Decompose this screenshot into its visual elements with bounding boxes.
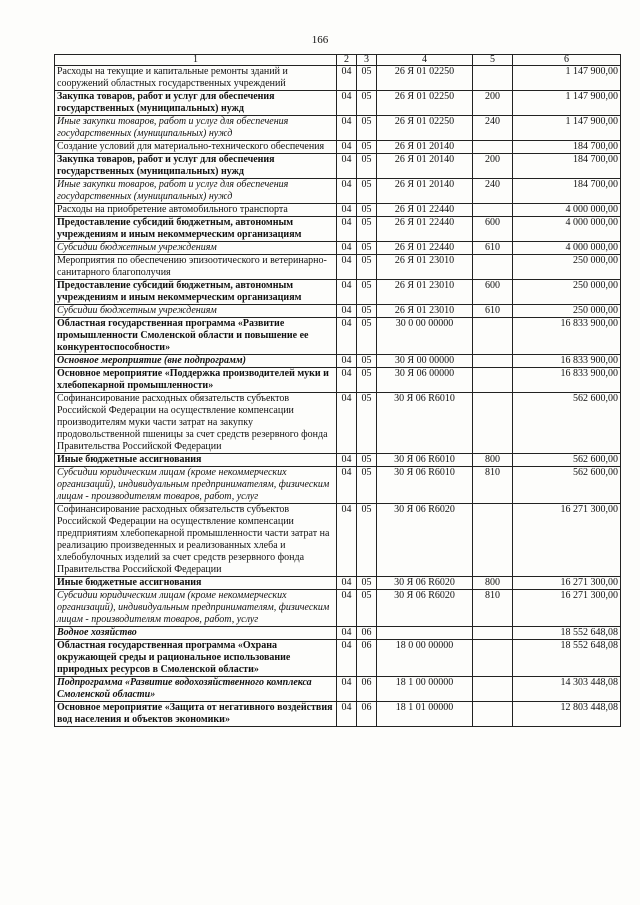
row-target-code: 18 1 01 00000 — [377, 702, 473, 727]
row-section-code: 04 — [337, 305, 357, 318]
row-section-code: 04 — [337, 504, 357, 577]
row-amount: 16 271 300,00 — [513, 577, 621, 590]
table-row — [55, 627, 621, 640]
row-name: Водное хозяйство — [55, 627, 337, 640]
column-header: 6 — [513, 55, 621, 66]
row-section-code: 04 — [337, 454, 357, 467]
row-subsection-code: 05 — [357, 242, 377, 255]
row-expense-type — [473, 355, 513, 368]
row-amount: 184 700,00 — [513, 154, 621, 179]
column-header: 2 — [337, 55, 357, 66]
row-expense-type — [473, 204, 513, 217]
row-target-code: 18 1 00 00000 — [377, 677, 473, 702]
row-expense-type: 810 — [473, 590, 513, 627]
row-target-code: 26 Я 01 02250 — [377, 116, 473, 141]
row-name: Расходы на текущие и капитальные ремонты зданий и сооружений областных государственных учреждений — [55, 66, 337, 91]
row-expense-type — [473, 318, 513, 355]
row-section-code: 04 — [337, 204, 357, 217]
table-row — [55, 677, 621, 702]
row-expense-type: 600 — [473, 280, 513, 305]
row-amount: 250 000,00 — [513, 255, 621, 280]
row-subsection-code: 05 — [357, 255, 377, 280]
row-subsection-code: 05 — [357, 217, 377, 242]
row-name: Закупка товаров, работ и услуг для обеспечения государственных (муниципальных) нужд — [55, 91, 337, 116]
row-subsection-code: 06 — [357, 640, 377, 677]
row-expense-type: 810 — [473, 467, 513, 504]
row-subsection-code: 05 — [357, 590, 377, 627]
row-amount: 12 803 448,08 — [513, 702, 621, 727]
row-amount: 250 000,00 — [513, 280, 621, 305]
table-row — [55, 280, 621, 305]
row-name: Субсидии бюджетным учреждениям — [55, 242, 337, 255]
row-section-code: 04 — [337, 66, 357, 91]
row-target-code: 30 Я 06 R6020 — [377, 590, 473, 627]
row-section-code: 04 — [337, 116, 357, 141]
row-subsection-code: 05 — [357, 66, 377, 91]
row-expense-type — [473, 141, 513, 154]
row-expense-type: 240 — [473, 179, 513, 204]
row-section-code: 04 — [337, 393, 357, 454]
row-target-code: 30 Я 06 R6010 — [377, 454, 473, 467]
row-name: Основное мероприятие «Защита от негативного воздействия вод населения и объектов экономики» — [55, 702, 337, 727]
table-row — [55, 116, 621, 141]
row-amount: 1 147 900,00 — [513, 91, 621, 116]
row-amount: 250 000,00 — [513, 305, 621, 318]
budget-table — [54, 54, 621, 727]
row-target-code: 26 Я 01 02250 — [377, 66, 473, 91]
row-expense-type — [473, 677, 513, 702]
row-amount: 4 000 000,00 — [513, 204, 621, 217]
table-row — [55, 467, 621, 504]
row-name: Иные закупки товаров, работ и услуг для обеспечения государственных (муниципальных) нужд — [55, 179, 337, 204]
row-section-code: 04 — [337, 242, 357, 255]
row-name: Создание условий для материально-технического обеспечения — [55, 141, 337, 154]
table-row — [55, 66, 621, 91]
table-row — [55, 179, 621, 204]
table-row — [55, 355, 621, 368]
table-row — [55, 454, 621, 467]
row-expense-type: 800 — [473, 454, 513, 467]
row-subsection-code: 05 — [357, 280, 377, 305]
row-name: Областная государственная программа «Охрана окружающей среды и рациональное использование природных ресурсов в Смоленской области» — [55, 640, 337, 677]
table-row — [55, 154, 621, 179]
row-name: Основное мероприятие «Поддержка производителей муки и хлебопекарной промышленности» — [55, 368, 337, 393]
row-expense-type — [473, 368, 513, 393]
row-subsection-code: 06 — [357, 702, 377, 727]
row-amount: 16 833 900,00 — [513, 318, 621, 355]
row-target-code: 30 Я 06 R6020 — [377, 504, 473, 577]
row-target-code: 30 Я 00 00000 — [377, 355, 473, 368]
table-row — [55, 368, 621, 393]
row-name: Подпрограмма «Развитие водохозяйственного комплекса Смоленской области» — [55, 677, 337, 702]
row-subsection-code: 05 — [357, 355, 377, 368]
row-subsection-code: 05 — [357, 179, 377, 204]
row-name: Субсидии юридическим лицам (кроме некоммерческих организаций), индивидуальным предпринимателям, физическим лицам - производителям товаров, работ, услуг — [55, 590, 337, 627]
row-target-code: 30 Я 06 R6020 — [377, 577, 473, 590]
row-section-code: 04 — [337, 179, 357, 204]
row-section-code: 04 — [337, 141, 357, 154]
row-subsection-code: 05 — [357, 204, 377, 217]
row-subsection-code: 05 — [357, 318, 377, 355]
row-name: Субсидии бюджетным учреждениям — [55, 305, 337, 318]
row-amount: 14 303 448,08 — [513, 677, 621, 702]
table-row — [55, 204, 621, 217]
row-subsection-code: 05 — [357, 577, 377, 590]
row-section-code: 04 — [337, 627, 357, 640]
row-amount: 4 000 000,00 — [513, 217, 621, 242]
table-row — [55, 640, 621, 677]
row-expense-type: 610 — [473, 242, 513, 255]
row-subsection-code: 06 — [357, 627, 377, 640]
table-row — [55, 393, 621, 454]
column-header: 1 — [55, 55, 337, 66]
row-amount: 184 700,00 — [513, 179, 621, 204]
row-expense-type: 800 — [473, 577, 513, 590]
row-section-code: 04 — [337, 355, 357, 368]
row-target-code: 26 Я 01 20140 — [377, 141, 473, 154]
table-row — [55, 242, 621, 255]
row-expense-type — [473, 393, 513, 454]
row-amount: 16 833 900,00 — [513, 355, 621, 368]
row-target-code: 30 Я 06 00000 — [377, 368, 473, 393]
row-section-code: 04 — [337, 280, 357, 305]
row-name: Иные бюджетные ассигнования — [55, 577, 337, 590]
row-section-code: 04 — [337, 318, 357, 355]
row-section-code: 04 — [337, 91, 357, 116]
row-section-code: 04 — [337, 368, 357, 393]
table-row — [55, 702, 621, 727]
row-target-code: 26 Я 01 20140 — [377, 179, 473, 204]
row-target-code: 26 Я 01 20140 — [377, 154, 473, 179]
row-amount: 562 600,00 — [513, 467, 621, 504]
row-name: Иные закупки товаров, работ и услуг для обеспечения государственных (муниципальных) нужд — [55, 116, 337, 141]
row-amount: 1 147 900,00 — [513, 116, 621, 141]
column-header: 5 — [473, 55, 513, 66]
row-amount: 4 000 000,00 — [513, 242, 621, 255]
table-header-row — [55, 55, 621, 66]
row-expense-type — [473, 255, 513, 280]
row-target-code: 26 Я 01 22440 — [377, 242, 473, 255]
row-name: Предоставление субсидий бюджетным, автономным учреждениям и иным некоммерческим организациям — [55, 217, 337, 242]
row-target-code: 26 Я 01 23010 — [377, 305, 473, 318]
row-section-code: 04 — [337, 590, 357, 627]
table-row — [55, 590, 621, 627]
row-subsection-code: 05 — [357, 504, 377, 577]
row-expense-type — [473, 627, 513, 640]
table-row — [55, 255, 621, 280]
table-row — [55, 504, 621, 577]
row-amount: 16 833 900,00 — [513, 368, 621, 393]
row-section-code: 04 — [337, 467, 357, 504]
row-amount: 18 552 648,08 — [513, 627, 621, 640]
row-amount: 18 552 648,08 — [513, 640, 621, 677]
row-expense-type — [473, 702, 513, 727]
row-target-code: 26 Я 01 23010 — [377, 280, 473, 305]
row-section-code: 04 — [337, 255, 357, 280]
row-subsection-code: 05 — [357, 305, 377, 318]
table-row — [55, 217, 621, 242]
row-target-code: 26 Я 01 22440 — [377, 204, 473, 217]
row-target-code: 30 Я 06 R6010 — [377, 393, 473, 454]
row-section-code: 04 — [337, 154, 357, 179]
row-section-code: 04 — [337, 640, 357, 677]
row-target-code: 26 Я 01 02250 — [377, 91, 473, 116]
row-subsection-code: 05 — [357, 91, 377, 116]
row-section-code: 04 — [337, 702, 357, 727]
row-expense-type: 200 — [473, 154, 513, 179]
row-name: Расходы на приобретение автомобильного транспорта — [55, 204, 337, 217]
row-subsection-code: 05 — [357, 393, 377, 454]
table-row — [55, 141, 621, 154]
row-subsection-code: 05 — [357, 454, 377, 467]
row-amount: 562 600,00 — [513, 454, 621, 467]
row-target-code: 30 Я 06 R6010 — [377, 467, 473, 504]
row-name: Мероприятия по обеспечению эпизоотического и ветеринарно-санитарного благополучия — [55, 255, 337, 280]
row-section-code: 04 — [337, 577, 357, 590]
row-section-code: 04 — [337, 677, 357, 702]
row-expense-type: 600 — [473, 217, 513, 242]
row-target-code: 30 0 00 00000 — [377, 318, 473, 355]
row-subsection-code: 05 — [357, 116, 377, 141]
row-amount: 184 700,00 — [513, 141, 621, 154]
row-section-code: 04 — [337, 217, 357, 242]
row-name: Основное мероприятие (вне подпрограмм) — [55, 355, 337, 368]
row-expense-type — [473, 66, 513, 91]
table-row — [55, 305, 621, 318]
row-amount: 16 271 300,00 — [513, 504, 621, 577]
row-target-code — [377, 627, 473, 640]
page-number: 166 — [311, 34, 329, 46]
table-row — [55, 318, 621, 355]
row-subsection-code: 05 — [357, 368, 377, 393]
row-target-code: 18 0 00 00000 — [377, 640, 473, 677]
row-expense-type: 200 — [473, 91, 513, 116]
column-header: 3 — [357, 55, 377, 66]
row-name: Субсидии юридическим лицам (кроме некоммерческих организаций), индивидуальным предпринимателям, физическим лицам - производителям товаров, работ, услуг — [55, 467, 337, 504]
row-name: Предоставление субсидий бюджетным, автономным учреждениям и иным некоммерческим организациям — [55, 280, 337, 305]
row-name: Софинансирование расходных обязательств субъектов Российской Федерации на осуществление компенсации предприятиям хлебопекарной промышленности части затрат на реализацию произведенных и реализованных хлеба и хлебобулочных изделий за счет средств резервного фонда Правительства Российской Федерации — [55, 504, 337, 577]
row-amount: 16 271 300,00 — [513, 590, 621, 627]
row-expense-type: 610 — [473, 305, 513, 318]
row-amount: 562 600,00 — [513, 393, 621, 454]
row-name: Софинансирование расходных обязательств субъектов Российской Федерации на осуществление компенсации производителям муки части затрат на закупку продовольственной пшеницы за счет средств резервного фонда Правительства Российской Федерации — [55, 393, 337, 454]
row-expense-type — [473, 504, 513, 577]
row-subsection-code: 05 — [357, 467, 377, 504]
table-row — [55, 577, 621, 590]
row-subsection-code: 05 — [357, 154, 377, 179]
column-header: 4 — [377, 55, 473, 66]
row-name: Закупка товаров, работ и услуг для обеспечения государственных (муниципальных) нужд — [55, 154, 337, 179]
row-amount: 1 147 900,00 — [513, 66, 621, 91]
row-target-code: 26 Я 01 22440 — [377, 217, 473, 242]
row-target-code: 26 Я 01 23010 — [377, 255, 473, 280]
table-row — [55, 91, 621, 116]
row-expense-type: 240 — [473, 116, 513, 141]
row-expense-type — [473, 640, 513, 677]
row-name: Областная государственная программа «Развитие промышленности Смоленской области и повышение ее конкурентоспособности» — [55, 318, 337, 355]
row-subsection-code: 05 — [357, 141, 377, 154]
row-name: Иные бюджетные ассигнования — [55, 454, 337, 467]
row-subsection-code: 06 — [357, 677, 377, 702]
